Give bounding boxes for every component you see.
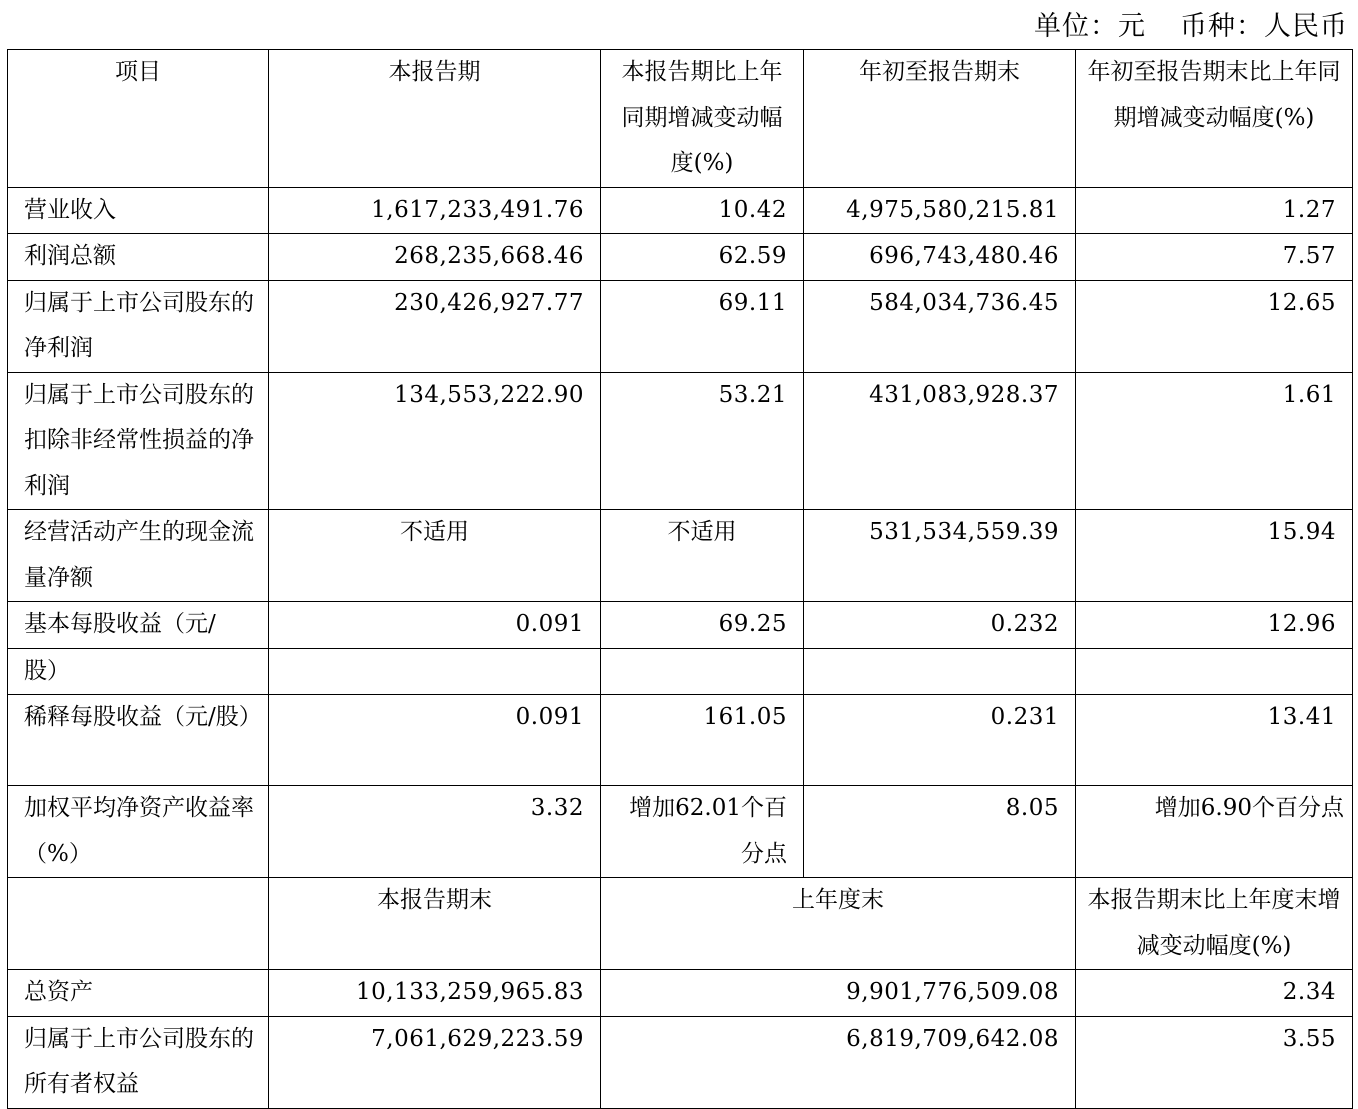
cell-prior-year-end: 6,819,709,642.08 [601, 1016, 1076, 1108]
cell-current: 3.32 [269, 786, 601, 878]
cell-ytd: 8.05 [804, 786, 1076, 878]
cell-current-change: 不适用 [601, 510, 804, 602]
cell-ytd: 431,083,928.37 [804, 372, 1076, 510]
cell-current-change: 10.42 [601, 187, 804, 234]
cell-current-change: 161.05 [601, 695, 804, 786]
balance-header-item [8, 878, 269, 970]
table-row [8, 602, 1353, 649]
row-label: 稀释每股收益（元/股） [8, 695, 269, 786]
table-row [8, 234, 1353, 281]
cell-ytd-change: 1.61 [1076, 372, 1353, 510]
table-row [8, 648, 1353, 695]
cell-ytd-change: 增加6.90个百分点 [1076, 786, 1353, 878]
header-item: 项目 [8, 50, 269, 188]
cell-current-change: 增加62.01个百分点 [601, 786, 804, 878]
cell-current-change: 53.21 [601, 372, 804, 510]
table-row [8, 970, 1353, 1017]
cell-ytd: 696,743,480.46 [804, 234, 1076, 281]
financial-table [7, 49, 1353, 1109]
cell-ytd: 584,034,736.45 [804, 280, 1076, 372]
cell-current: 1,617,233,491.76 [269, 187, 601, 234]
cell-current: 230,426,927.77 [269, 280, 601, 372]
row-label: 基本每股收益（元/ [8, 602, 269, 649]
table-header-row [8, 50, 1353, 188]
cell-ytd: 531,534,559.39 [804, 510, 1076, 602]
cell-ytd: 0.232 [804, 602, 1076, 649]
cell-ytd-change: 13.41 [1076, 695, 1353, 786]
header-ytd: 年初至报告期末 [804, 50, 1076, 188]
table-row [8, 510, 1353, 602]
cell-current: 不适用 [269, 510, 601, 602]
cell-period-end: 7,061,629,223.59 [269, 1016, 601, 1108]
row-label: 经营活动产生的现金流量净额 [8, 510, 269, 602]
cell-ytd [804, 648, 1076, 695]
balance-header-change: 本报告期末比上年度末增减变动幅度(%) [1076, 878, 1353, 970]
cell-ytd: 0.231 [804, 695, 1076, 786]
balance-header-period-end: 本报告期末 [269, 878, 601, 970]
cell-ytd-change: 7.57 [1076, 234, 1353, 281]
cell-current-change [601, 648, 804, 695]
cell-current: 0.091 [269, 695, 601, 786]
header-current: 本报告期 [269, 50, 601, 188]
cell-ytd-change [1076, 648, 1353, 695]
cell-ytd-change: 1.27 [1076, 187, 1353, 234]
table-row [8, 786, 1353, 878]
table-row [8, 280, 1353, 372]
table-row [8, 1016, 1353, 1108]
table-row [8, 372, 1353, 510]
cell-ytd: 4,975,580,215.81 [804, 187, 1076, 234]
row-label: 加权平均净资产收益率（%） [8, 786, 269, 878]
cell-period-end: 10,133,259,965.83 [269, 970, 601, 1017]
row-label: 总资产 [8, 970, 269, 1017]
balance-header-row [8, 878, 1353, 970]
cell-change: 2.34 [1076, 970, 1353, 1017]
row-label: 归属于上市公司股东的所有者权益 [8, 1016, 269, 1108]
cell-ytd-change: 15.94 [1076, 510, 1353, 602]
row-label: 归属于上市公司股东的净利润 [8, 280, 269, 372]
currency-label: 币种：人民币 [1180, 11, 1348, 42]
cell-ytd-change: 12.96 [1076, 602, 1353, 649]
cell-current: 268,235,668.46 [269, 234, 601, 281]
table-row [8, 695, 1353, 786]
cell-current: 0.091 [269, 602, 601, 649]
row-label: 营业收入 [8, 187, 269, 234]
row-label: 归属于上市公司股东的扣除非经常性损益的净利润 [8, 372, 269, 510]
header-current-change: 本报告期比上年同期增减变动幅度(%) [601, 50, 804, 188]
balance-header-prior-year-end: 上年度末 [601, 878, 1076, 970]
row-label: 股） [8, 648, 269, 695]
cell-current [269, 648, 601, 695]
unit-line [1034, 4, 1348, 43]
cell-current-change: 69.11 [601, 280, 804, 372]
cell-current-change: 69.25 [601, 602, 804, 649]
cell-change: 3.55 [1076, 1016, 1353, 1108]
header-ytd-change: 年初至报告期末比上年同期增减变动幅度(%) [1076, 50, 1353, 188]
row-label: 利润总额 [8, 234, 269, 281]
cell-current: 134,553,222.90 [269, 372, 601, 510]
unit-label: 单位：元 [1034, 11, 1146, 42]
cell-current-change: 62.59 [601, 234, 804, 281]
table-row [8, 187, 1353, 234]
cell-ytd-change: 12.65 [1076, 280, 1353, 372]
cell-prior-year-end: 9,901,776,509.08 [601, 970, 1076, 1017]
